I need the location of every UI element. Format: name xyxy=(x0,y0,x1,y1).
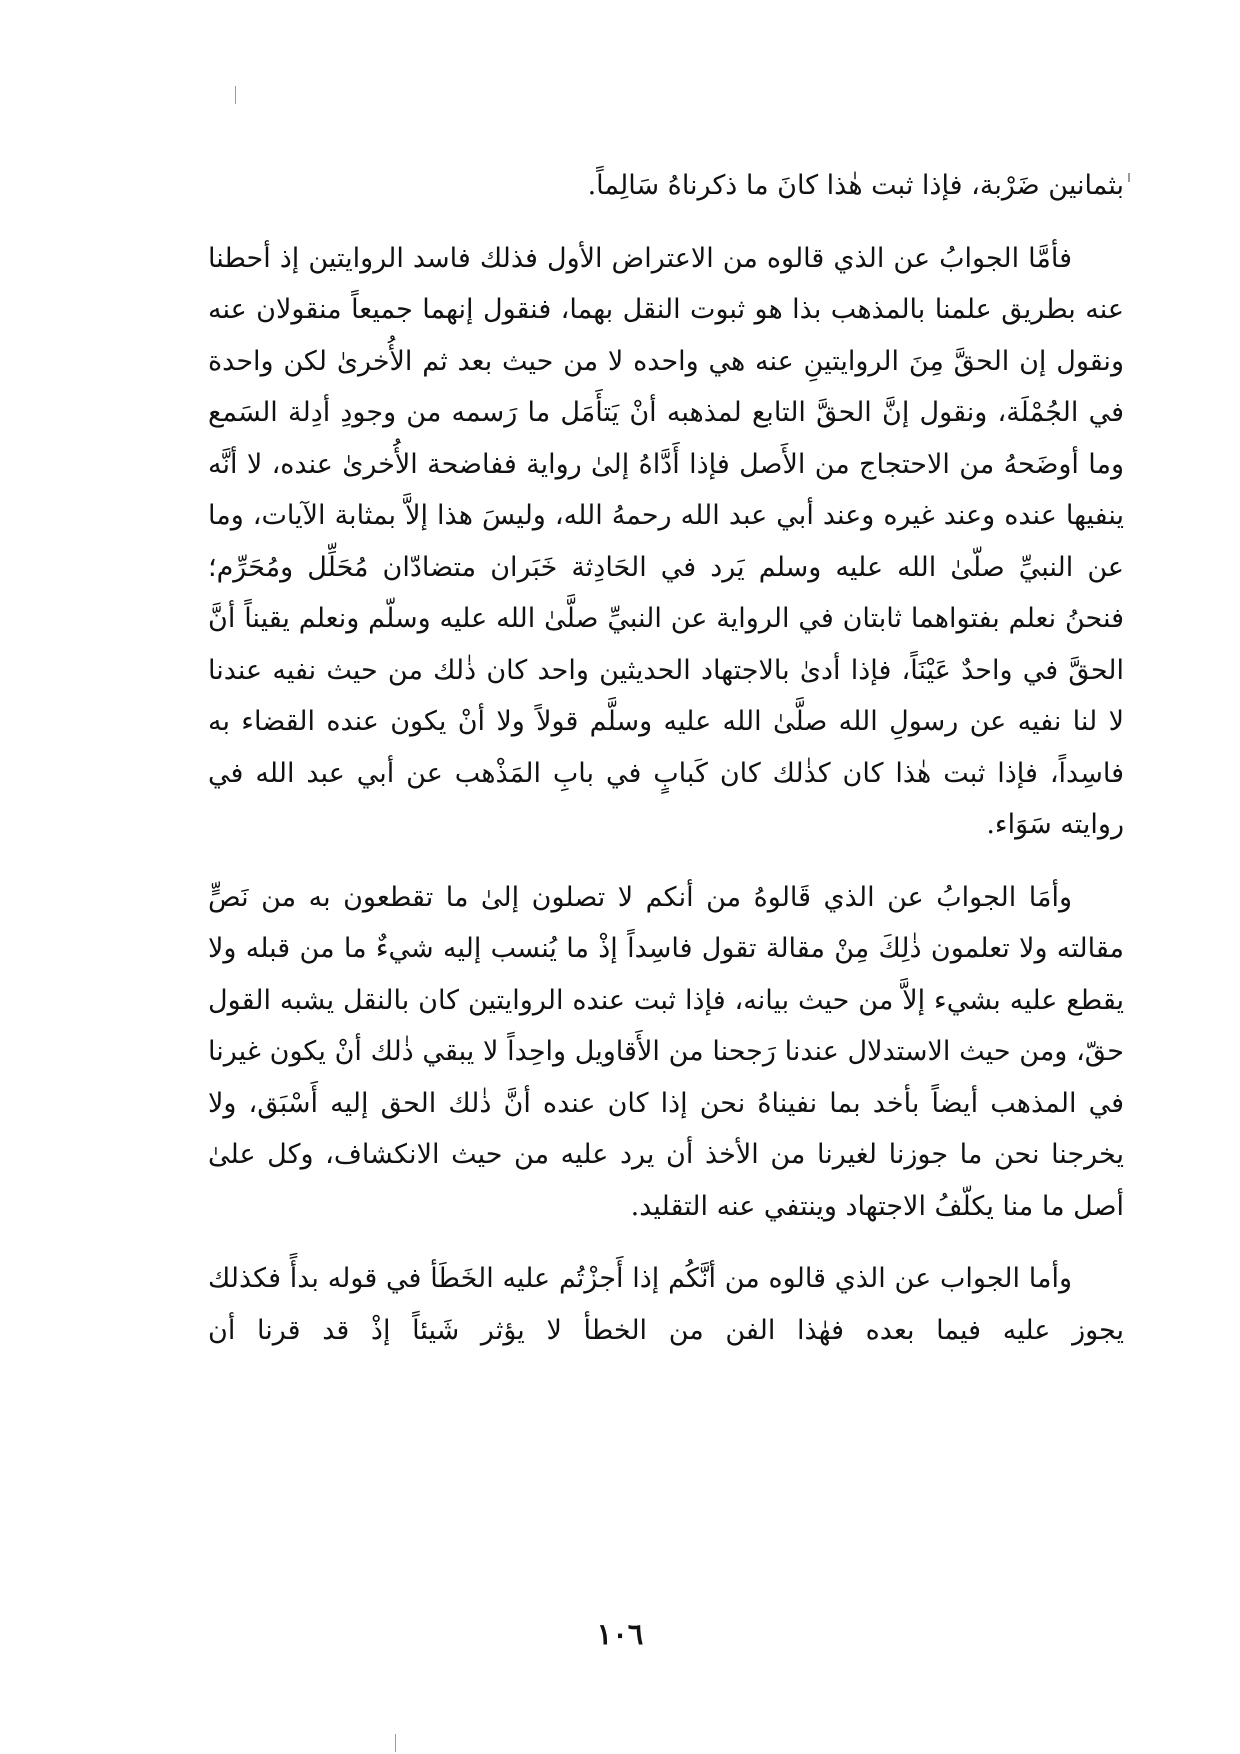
page-number: ١٠٦ xyxy=(596,1617,644,1651)
paragraph-continuation: بثمانين ضَرْبة، فإذا ثبت هٰذا كانَ ما ذكرناهُ سَالِماً. xyxy=(587,170,1124,201)
paragraph-third-answer: وأما الجواب عن الذي قالوه من أنَّكُم إذا أَجزْتُم عليه الخَطَأ في قوله بدأً فكذلك يجوز عليه فيما بعده فهٰذا الفن من الخطأ لا يؤثر شَيئاً إذْ قد قرنا أن xyxy=(208,1263,1124,1346)
body-text xyxy=(208,160,1124,1356)
scan-artifact-top xyxy=(235,86,236,104)
paragraph-first-answer: فأمَّا الجوابُ عن الذي قالوه من الاعتراض الأول فذلك فاسد الروايتين إذ أحطنا عنه بطريق علمنا بالمذهب بذا هو ثبوت النقل بهما، فنقول إنهما جميعاً منقولان عنه ونقول إن الحقَّ مِنَ الروايتينِ عنه هي واحده لا من حيث بعد ثم الأُخرىٰ لكن واحدة في الجُمْلَة، ونقول إنَّ الحقَّ التابع لمذهبه أنْ يَتأَمَل ما رَسمه من وجودِ أدِلة السَمع وما أوضَحهُ من الاحتجاج من الأَصل فإذا أَدَّاهُ إلىٰ رواية ففاضحة الأُخرىٰ عنده، لا أنَّه ينفيها عنده وعند غيره وعند أبي عبد الله رحمهُ الله، وليسَ هذا إلاَّ بمثابة الآيات، وما عن النبيِّ صلّىٰ الله عليه وسلم يَرد في الحَادِثة خَبَران متضادّان مُحَلِّل ومُحَرِّم؛ فنحنُ نعلم بفتواهما ثابتان في الرواية عن النبيِّ صلَّىٰ الله عليه وسلّم ونعلم يقيناً أنَّ الحقَّ في واحدٌ عَيْنَاً، فإذا أدىٰ بالاجتهاد الحديثين واحد كان ذٰلك من حيث نفيه عندنا لا لنا نفيه عن رسولِ الله صلَّىٰ الله عليه وسلَّم قولاً ولا أنْ يكون عنده القضاء به فاسِداً، فإذا ثبت هٰذا كان كذٰلك كان كَبابٍ في بابِ المَذْهب عن أبي عبد الله في روايته سَوَاء. xyxy=(208,242,1124,840)
scan-artifact-margin xyxy=(1128,173,1130,182)
scan-artifact-bottom xyxy=(395,1734,396,1752)
paragraph-second-answer: وأمَا الجوابُ عن الذي قَالوهُ من أنكم لا تصلون إلىٰ ما تقطعون به من نَصٍّ مقالته ولا تعلمون ذٰلِكَ مِنْ مقالة تقول فاسِداً إذْ ما يُنسب إليه شيءٌ ما من قبله ولا يقطع عليه بشيء إلاَّ من حيث بيانه، فإذا ثبت عنده الروايتين كان بالنقل يشبه القول حقّ، ومن حيث الاستدلال عندنا رَجحنا من الأَقاويل واحِداً لا يبقي ذٰلك أنْ يكون غيرنا في المذهب أيضاً بأخد بما نفيناهُ نحن إذا كان عنده أنَّ ذٰلك الحق إليه أَسْبَق، ولا يخرجنا نحن ما جوزنا لغيرنا من الأخذ أن يرد عليه من حيث الانكشاف، وكل علىٰ أصل ما منا يكلّفُ الاجتهاد وينتفي عنه التقليد. xyxy=(208,881,1124,1222)
